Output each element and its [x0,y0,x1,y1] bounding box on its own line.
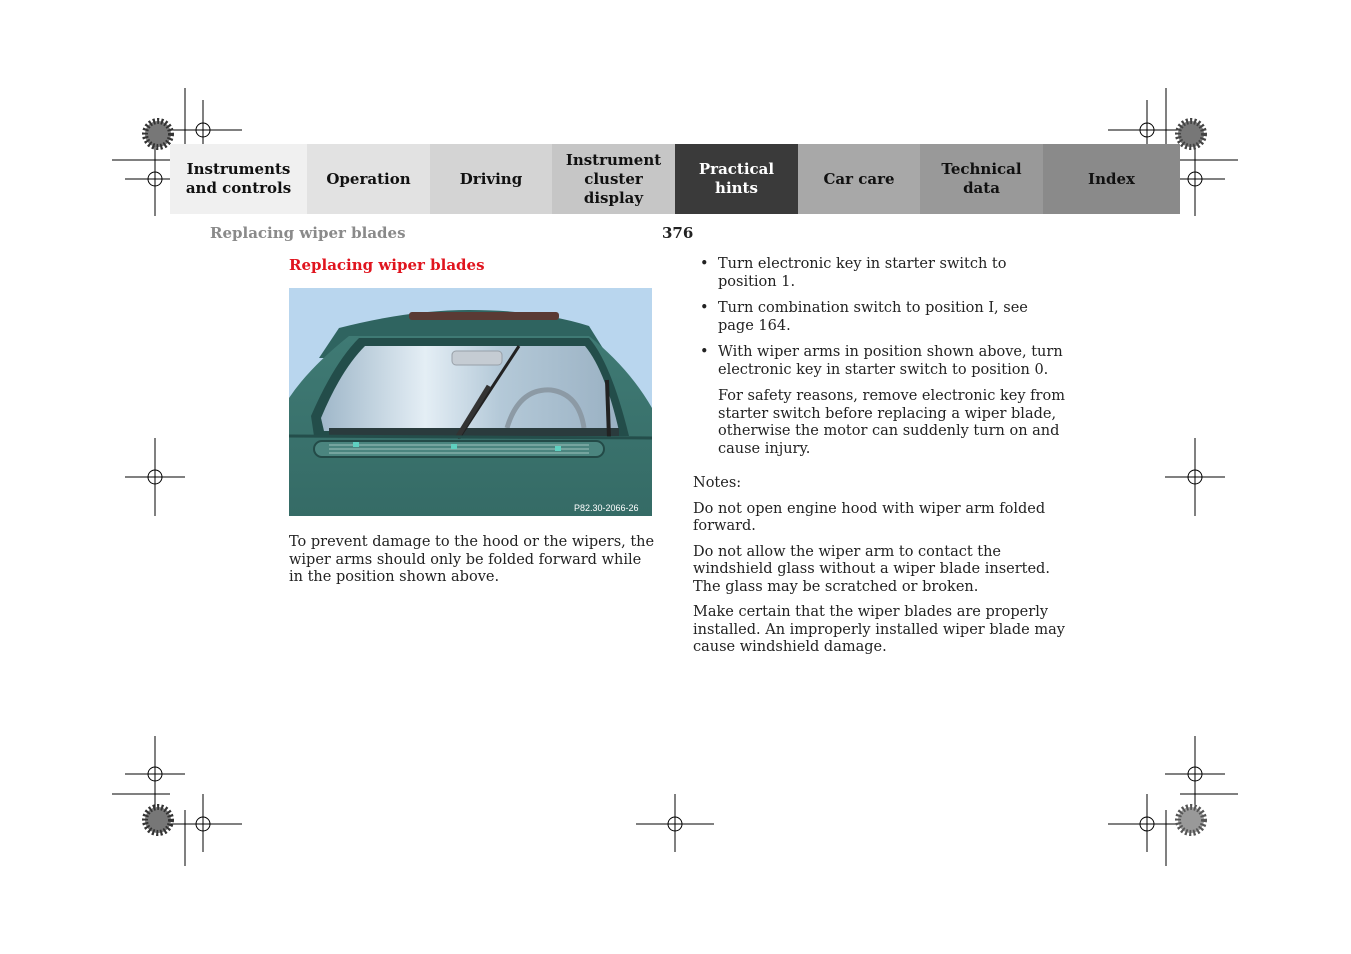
bullet-icon: • [700,344,709,360]
tab-driving[interactable] [430,144,552,214]
caption-paragraph: To prevent damage to the hood or the wipers, the wiper arms should only be folded forward while in the position shown above. [289,534,655,585]
tab-operation[interactable] [307,144,430,214]
tab-car-care[interactable] [798,144,920,214]
tab-label: Index [1088,169,1135,188]
list-item [693,344,1065,379]
tab-label: Operation [326,169,411,188]
note-paragraph: Do not open engine hood with wiper arm folded forward. [693,500,1046,534]
tab-label: cluster display [583,169,644,207]
bullet-icon: • [700,300,709,316]
tab-practical-hints[interactable] [675,144,798,214]
list-item [693,256,1065,291]
list-item-text: With wiper arms in position shown above, turn electronic key in starter switch to position 0. [718,344,1063,378]
windshield-wiper-illustration [289,288,652,516]
tab-label: Technical [941,160,1022,178]
safety-note: For safety reasons, remove electronic key from starter switch before replacing a wiper blade, otherwise the motor can suddenly turn on and cause injury. [718,388,1065,457]
list-item [693,300,1065,335]
notes-label: Notes: [693,475,742,491]
tab-label: data [963,179,1000,197]
tab-instrument-cluster-display[interactable] [552,144,675,214]
car-windshield-image [289,288,652,516]
tab-instruments-and-controls[interactable] [170,144,307,214]
note-paragraph: Make certain that the wiper blades are properly installed. An improperly installed wiper blade may cause windshield damage. [693,604,1065,655]
tab-label: Practical hints [698,160,775,197]
tab-label: Car care [823,169,895,188]
running-header: Replacing wiper blades [210,224,406,242]
chapter-tabs [170,144,1180,214]
tab-technical-data[interactable] [920,144,1043,214]
tab-label: Instruments [186,160,291,178]
tab-label: Instrument [565,150,662,169]
instructions-column [693,256,1065,665]
bullet-icon: • [700,256,709,272]
figure-code: P82.30-2066-26 [574,503,639,513]
page-number: 376 [662,224,694,242]
tab-index[interactable] [1043,144,1180,214]
section-title: Replacing wiper blades [289,256,485,274]
list-item-text: Turn combination switch to position I, see page 164. [718,300,1028,334]
note-paragraph: Do not allow the wiper arm to contact the windshield glass without a wiper blade inserted. The glass may be scratched or broken. [693,543,1050,595]
tab-label: and controls [185,179,292,197]
list-item-text: Turn electronic key in starter switch to position 1. [718,256,1007,290]
tab-label: Driving [459,169,523,188]
